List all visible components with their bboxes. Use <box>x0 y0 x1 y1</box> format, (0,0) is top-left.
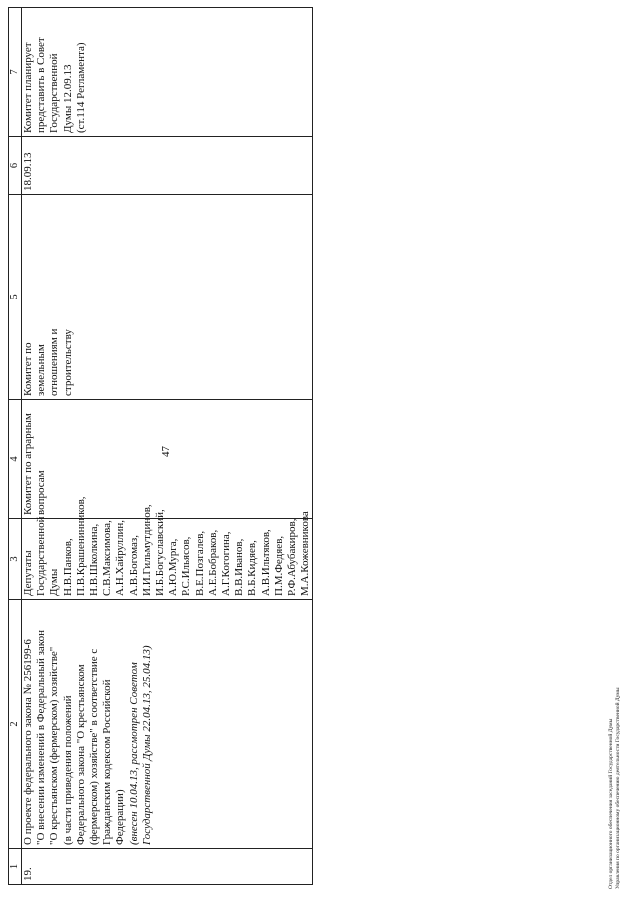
initiator-line: Государственной <box>35 516 48 596</box>
header-col-6: 6 <box>9 137 22 195</box>
header-col-3: 3 <box>9 519 22 600</box>
header-col-2: 2 <box>9 600 22 849</box>
responsible-committee-line: вопросам <box>35 470 48 515</box>
note-line: Комитет планирует <box>22 42 34 133</box>
co-committee-line: земельным <box>35 344 48 396</box>
responsible-committee-line: Комитет по аграрным <box>22 413 34 515</box>
initiator-line: Думы <box>48 568 61 596</box>
bill-title-line: (фермерском) хозяйстве" в соответствие с <box>88 648 101 845</box>
bill-title-line: Гражданским кодексом Российской <box>101 679 114 845</box>
initiator-line: И.Б.Богуславский, <box>154 509 167 596</box>
initiator-line: С.В.Максимова, <box>101 520 114 596</box>
initiator-line: Депутаты <box>22 550 34 596</box>
header-row <box>9 8 22 885</box>
bill-title-line: "О внесении изменений в Федеральный закон <box>35 630 48 845</box>
initiator-line: А.Е.Бобраков, <box>206 529 219 596</box>
bill-status-note: Государственной Думы 22.04.13, 25.04.13) <box>140 645 153 845</box>
note-line: представить в Совет <box>35 37 48 133</box>
footer-line: Отдел организационного обеспечения заседаний Государственной Думы <box>608 718 614 889</box>
initiator-line: Н.В.Школкина, <box>88 523 101 596</box>
bill-title-line: Федерального закона "О крестьянском <box>74 664 87 845</box>
page-number: 47 <box>160 446 172 457</box>
header-col-5: 5 <box>9 195 22 400</box>
initiators-cell <box>22 496 313 600</box>
co-committee-line: отношениям и <box>48 328 61 396</box>
co-committee-line: строительству <box>61 329 74 396</box>
initiator-line: М.А.Кожевникова <box>299 511 312 596</box>
note-line: Думы 12.09.13 <box>61 64 74 133</box>
initiator-line: Р.С.Ильясов, <box>180 536 193 596</box>
bill-table <box>8 7 313 885</box>
bill-title-line: О проекте федерального закона № 256199-6 <box>22 639 34 845</box>
co-committee-cell <box>22 195 313 400</box>
bill-title-line: "О крестьянском (фермерском) хозяйстве" <box>48 646 61 845</box>
header-col-4: 4 <box>9 400 22 519</box>
initiator-line: В.В.Иванов, <box>233 538 246 596</box>
initiator-line: В.Б.Кидяев, <box>246 540 259 596</box>
note-cell <box>22 8 313 137</box>
initiator-line: Р.Ф.Абубакиров, <box>286 518 299 596</box>
table-row <box>22 8 313 885</box>
initiator-line: В.Е.Позгалев, <box>193 530 206 596</box>
initiator-line: П.В.Крашенинников, <box>74 496 87 596</box>
date-cell: 18.09.13 <box>22 137 313 195</box>
initiator-line: П.М.Федяев, <box>272 535 285 596</box>
footer <box>608 687 622 889</box>
initiator-line: А.В.Ильтяков, <box>259 529 272 596</box>
initiator-line: А.Г.Когогина, <box>220 531 233 596</box>
co-committee-line: Комитет по <box>22 342 34 396</box>
initiator-line: И.И.Гильмутдинов, <box>140 504 153 596</box>
initiator-line: А.Ю.Мурга, <box>167 538 180 596</box>
header-col-1: 1 <box>9 849 22 885</box>
initiator-line: А.В.Богомаз, <box>127 535 140 596</box>
header-col-7: 7 <box>9 8 22 137</box>
row-number: 19. <box>22 849 313 885</box>
note-line: Государственной <box>48 53 61 133</box>
initiator-line: Н.В.Панков, <box>61 538 74 596</box>
note-line: (ст.114 Регламента) <box>74 42 87 133</box>
bill-title-cell <box>22 600 313 849</box>
bill-status-note: (внесен 10.04.13, рассмотрен Советом <box>127 662 140 845</box>
responsible-committee-cell <box>22 400 313 519</box>
footer-line: Управления по организационному обеспечению деятельности Государственной Думы <box>615 687 621 889</box>
initiator-line: А.Н.Хайруллин, <box>114 520 127 596</box>
bill-title-line: Федерации) <box>114 789 127 845</box>
bill-title-line: (в части приведения положений <box>61 695 74 845</box>
